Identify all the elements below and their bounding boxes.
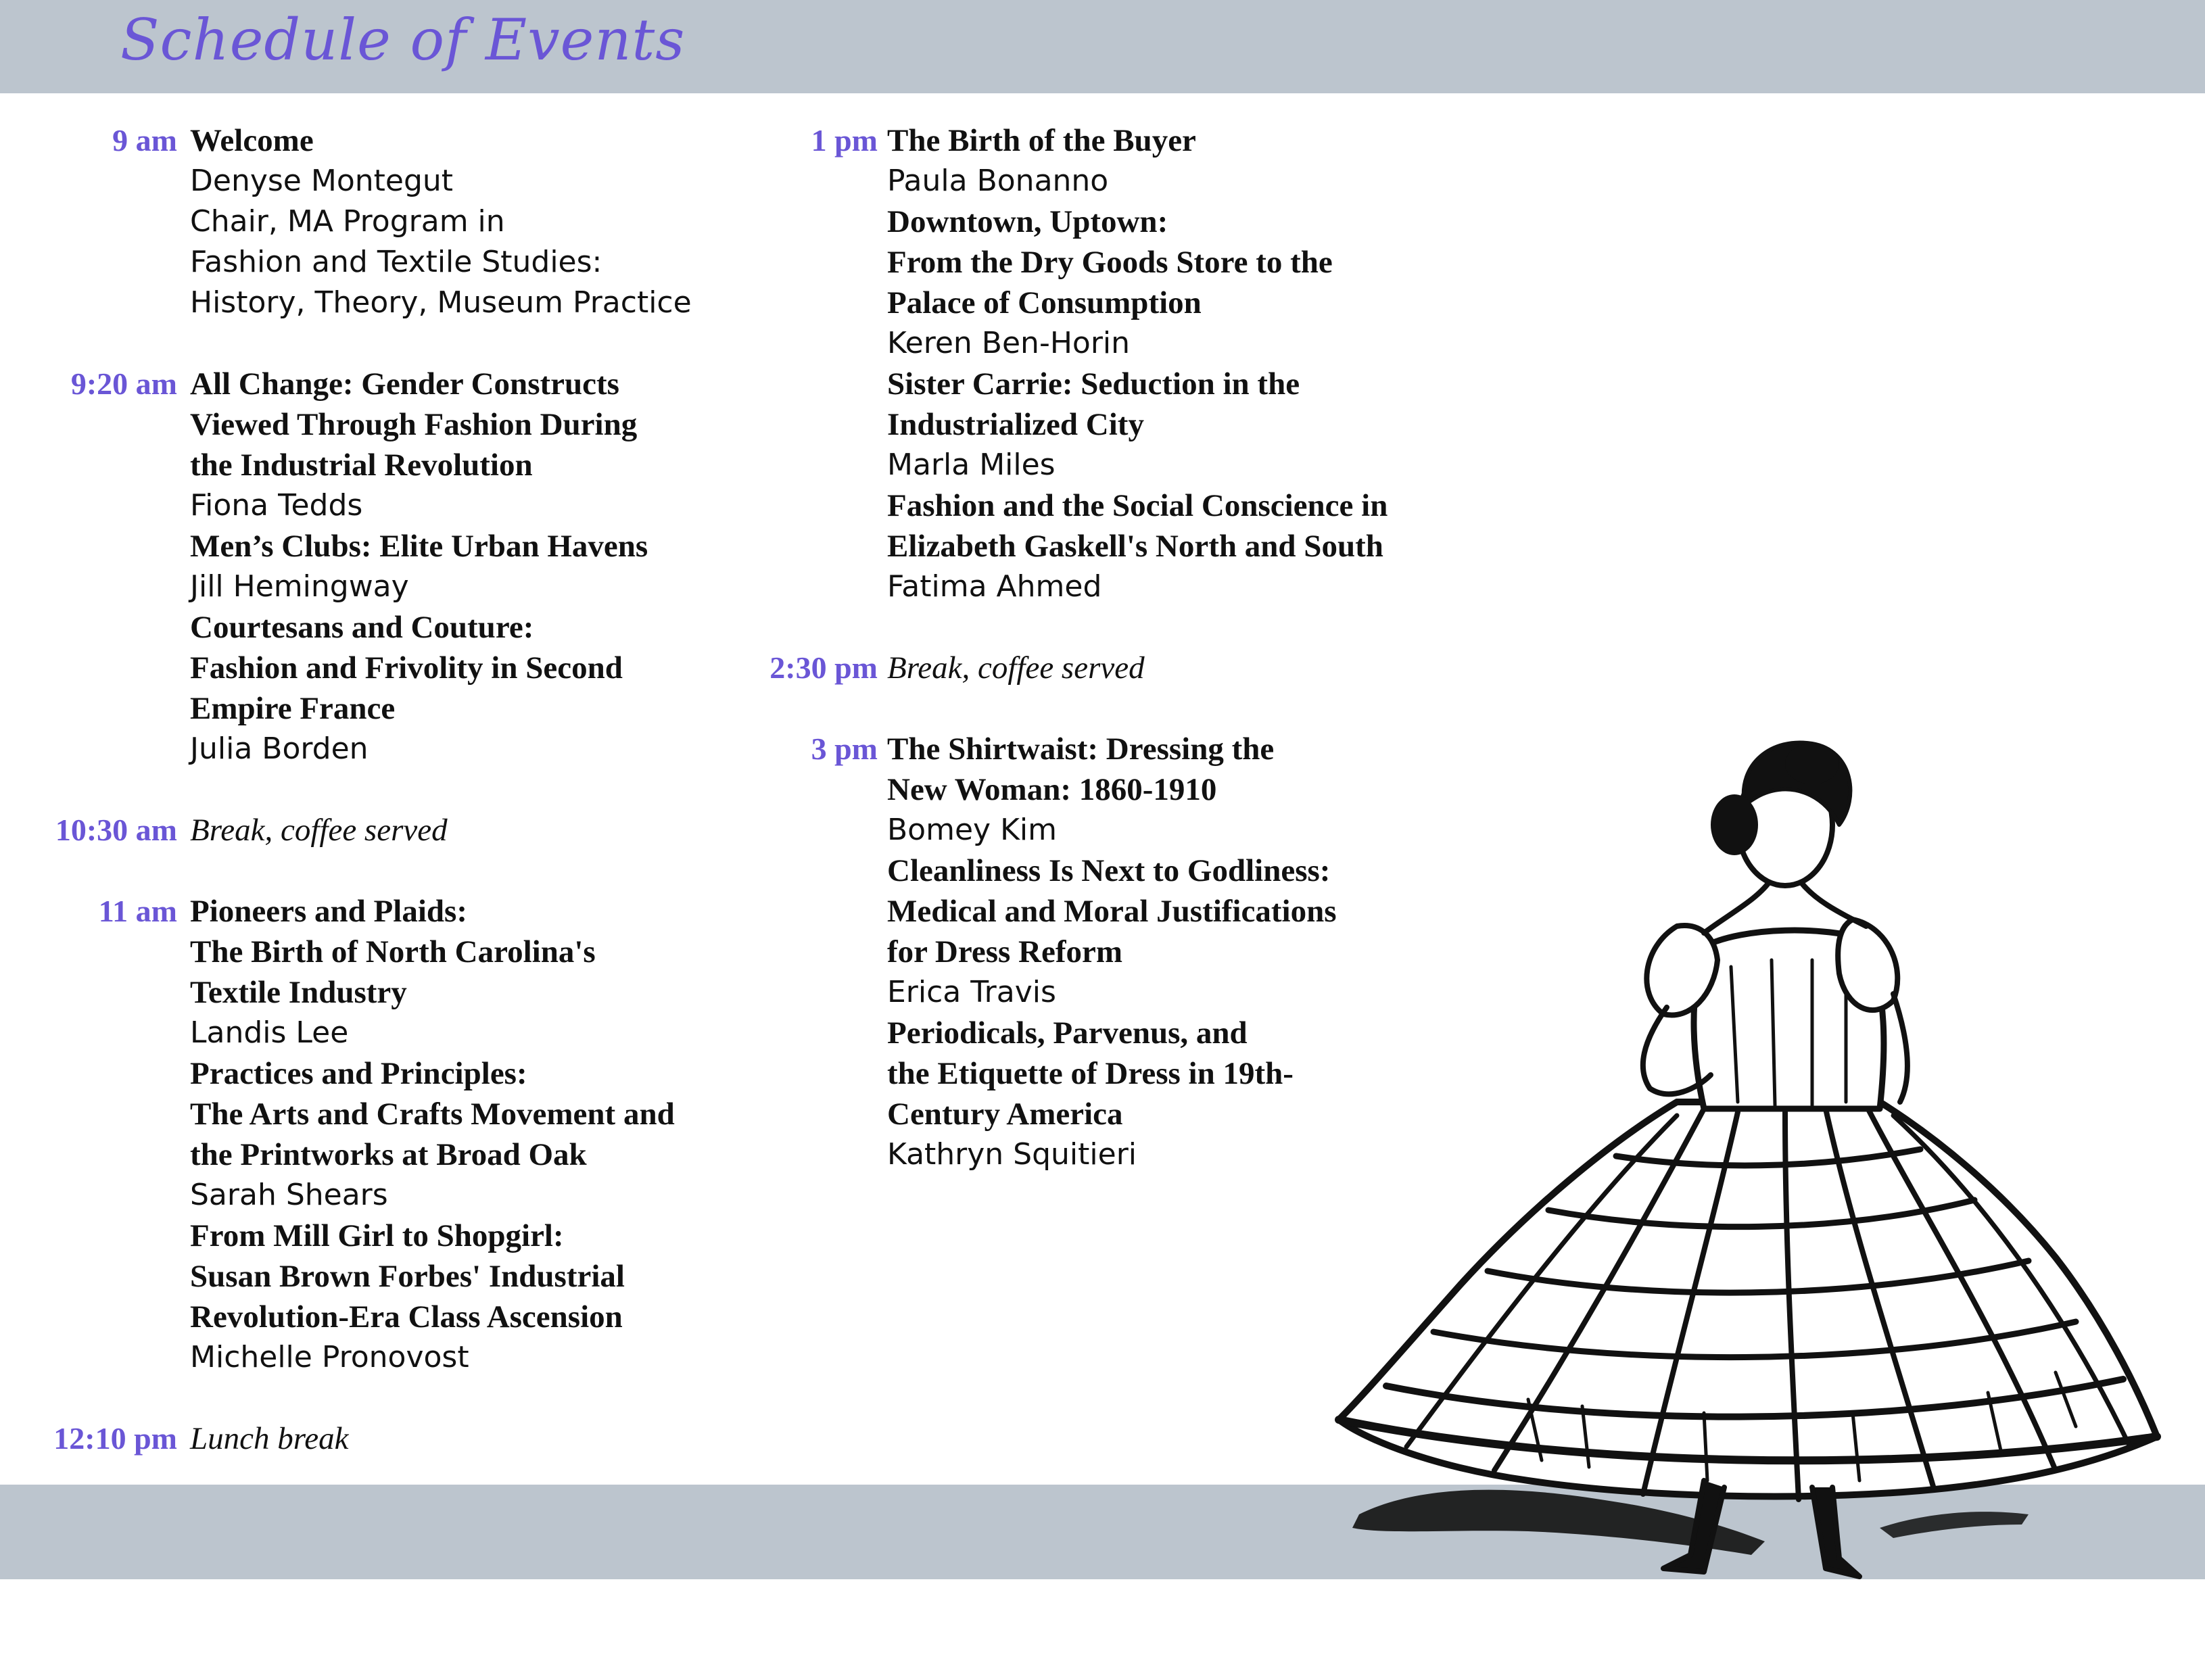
slot-time: 9 am	[112, 123, 177, 158]
crinoline-woman-illustration	[1325, 723, 2171, 1602]
session-title: All Change: Gender Constructs Viewed Through Fashion During the Industrial Revolution	[190, 366, 638, 483]
session-title: Downtown, Uptown: From the Dry Goods Store to the Palace of Consumption	[887, 204, 1333, 320]
session-title: Practices and Principles: The Arts and Crafts Movement and the Printworks at Broad Oak	[190, 1056, 675, 1172]
session-presenter: Michelle Pronovost	[190, 1340, 469, 1374]
slot-time: 3 pm	[811, 731, 878, 766]
time-slot-1pm	[696, 120, 1508, 607]
session-title: Fashion and the Social Conscience in Elizabeth Gaskell's North and South	[887, 488, 1388, 564]
slot-time: 9:20 am	[70, 366, 177, 401]
time-slot-230pm	[696, 648, 1508, 688]
time-slot-11am	[0, 891, 751, 1378]
session-presenter: Kathryn Squitieri	[887, 1137, 1137, 1172]
schedule-column-left	[0, 120, 751, 1499]
session-title: Welcome	[190, 123, 314, 158]
session-presenter: Erica Travis	[887, 975, 1056, 1009]
session-presenter: Bomey Kim	[887, 813, 1058, 847]
slot-time: 2:30 pm	[769, 650, 878, 685]
break-note: Break, coffee served	[887, 650, 1145, 686]
slot-time: 12:10 pm	[53, 1421, 177, 1456]
session-presenter: Fatima Ahmed	[887, 569, 1102, 604]
session-presenter: Landis Lee	[190, 1015, 349, 1050]
session-title: The Shirtwaist: Dressing the New Woman: 1860-1910	[887, 731, 1275, 807]
time-slot-920am	[0, 364, 751, 769]
session-presenter: Marla Miles	[887, 448, 1056, 482]
slot-time: 10:30 am	[55, 813, 177, 847]
session-presenter: Jill Hemingway	[190, 569, 409, 604]
session-title: Courtesans and Couture: Fashion and Frivolity in Second Empire France	[190, 610, 623, 726]
session-presenter: Keren Ben-Horin	[887, 326, 1131, 360]
page-title: Schedule of Events	[120, 7, 686, 73]
session-title: The Birth of the Buyer	[887, 123, 1196, 158]
session-presenter: Sarah Shears	[190, 1178, 388, 1212]
session-title: From Mill Girl to Shopgirl: Susan Brown Forbes' Industrial Revolution-Era Class Ascension	[190, 1218, 625, 1335]
time-slot-9am	[0, 120, 751, 323]
slot-time: 11 am	[98, 894, 177, 928]
session-title: Sister Carrie: Seduction in the Industrialized City	[887, 366, 1300, 442]
session-title: Men’s Clubs: Elite Urban Havens	[190, 529, 648, 564]
session-title: Pioneers and Plaids: The Birth of North Carolina's Textile Industry	[190, 894, 596, 1010]
session-presenter: Denyse Montegut Chair, MA Program in Fashion and Textile Studies: History, Theory, Museum Practice	[190, 164, 692, 320]
session-presenter: Julia Borden	[190, 731, 369, 766]
session-presenter: Paula Bonanno	[887, 164, 1109, 198]
session-presenter: Fiona Tedds	[190, 488, 363, 523]
session-title: Cleanliness Is Next to Godliness: Medical and Moral Justifications for Dress Reform	[887, 853, 1337, 969]
time-slot-1210pm	[0, 1418, 751, 1459]
session-title: Periodicals, Parvenus, and the Etiquette of Dress in 19th- Century America	[887, 1015, 1294, 1132]
time-slot-1030am	[0, 810, 751, 850]
break-note: Lunch break	[190, 1421, 349, 1456]
slot-time: 1 pm	[811, 123, 878, 158]
break-note: Break, coffee served	[190, 813, 448, 848]
